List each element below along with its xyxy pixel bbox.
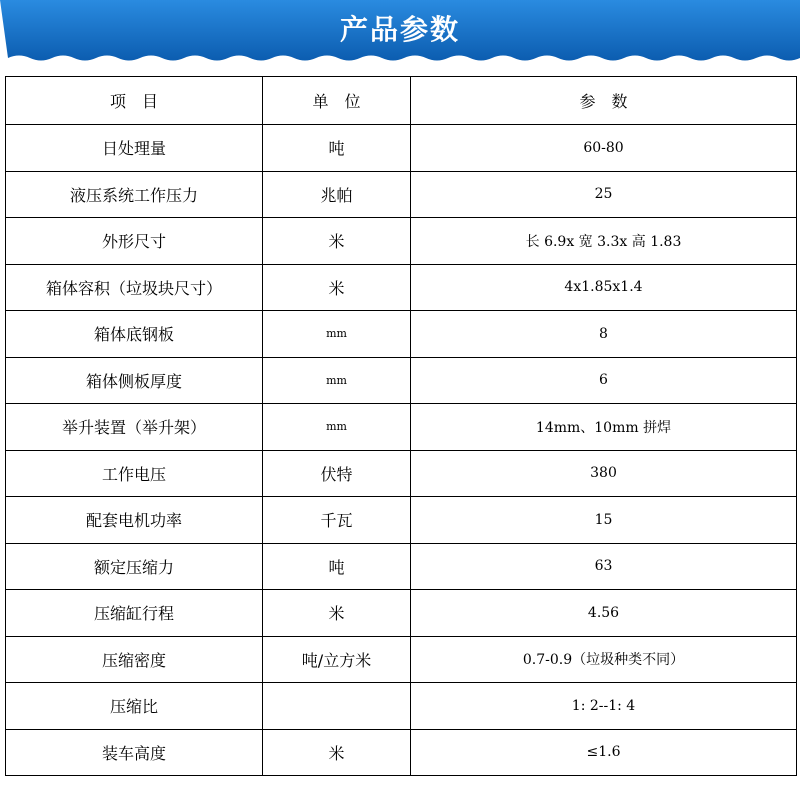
row-item-cell: 额定压缩力 xyxy=(6,543,263,590)
row-unit-cell: 米 xyxy=(263,729,411,776)
row-value-cell: 长 6.9x 宽 3.3x 高 1.83 xyxy=(411,218,797,265)
table-row xyxy=(6,636,797,683)
table-row xyxy=(6,218,797,265)
table-row xyxy=(6,729,797,776)
header-item: 项 目 xyxy=(6,77,263,125)
table-row xyxy=(6,404,797,451)
row-item-cell: 压缩密度 xyxy=(6,636,263,683)
row-value-cell: 25 xyxy=(411,171,797,218)
row-item-cell: 箱体容积（垃圾块尺寸） xyxy=(6,264,263,311)
table-row xyxy=(6,683,797,730)
row-item-cell: 外形尺寸 xyxy=(6,218,263,265)
row-item-cell: 举升装置（举升架） xyxy=(6,404,263,451)
parameter-table xyxy=(5,76,797,776)
row-item-cell: 液压系统工作压力 xyxy=(6,171,263,218)
row-item-cell: 工作电压 xyxy=(6,450,263,497)
table-row xyxy=(6,590,797,637)
row-item-cell: 箱体侧板厚度 xyxy=(6,357,263,404)
row-unit-cell: 吨/立方米 xyxy=(263,636,411,683)
table-row xyxy=(6,311,797,358)
row-value-cell: 0.7-0.9（垃圾种类不同） xyxy=(411,636,797,683)
row-value-cell: 1: 2--1: 4 xyxy=(411,683,797,730)
banner-title: 产品参数 xyxy=(339,13,460,46)
banner xyxy=(0,0,800,80)
row-value-cell: 6 xyxy=(411,357,797,404)
row-unit-cell: 吨 xyxy=(263,543,411,590)
row-value-cell: 4.56 xyxy=(411,590,797,637)
row-unit-cell: mm xyxy=(263,357,411,404)
row-value-cell: ≤1.6 xyxy=(411,729,797,776)
row-unit-cell: mm xyxy=(263,311,411,358)
table-row xyxy=(6,497,797,544)
row-value-cell: 60-80 xyxy=(411,125,797,172)
row-item-cell: 配套电机功率 xyxy=(6,497,263,544)
row-unit-cell: 伏特 xyxy=(263,450,411,497)
row-item-cell: 箱体底钢板 xyxy=(6,311,263,358)
row-unit-cell: 兆帕 xyxy=(263,171,411,218)
table-row xyxy=(6,171,797,218)
row-unit-cell: 吨 xyxy=(263,125,411,172)
row-value-cell: 63 xyxy=(411,543,797,590)
row-unit-cell: 米 xyxy=(263,218,411,265)
header-unit: 单 位 xyxy=(263,77,411,125)
table-header-row xyxy=(6,77,797,125)
row-value-cell: 380 xyxy=(411,450,797,497)
row-item-cell: 日处理量 xyxy=(6,125,263,172)
table-row xyxy=(6,543,797,590)
row-item-cell: 装车高度 xyxy=(6,729,263,776)
row-unit-cell: 千瓦 xyxy=(263,497,411,544)
row-value-cell: 14mm、10mm 拼焊 xyxy=(411,404,797,451)
table-row xyxy=(6,264,797,311)
row-value-cell: 4x1.85x1.4 xyxy=(411,264,797,311)
header-value: 参 数 xyxy=(411,77,797,125)
row-unit-cell: 米 xyxy=(263,590,411,637)
row-item-cell: 压缩比 xyxy=(6,683,263,730)
row-unit-cell: mm xyxy=(263,404,411,451)
row-unit-cell xyxy=(263,683,411,730)
row-value-cell: 8 xyxy=(411,311,797,358)
table-row xyxy=(6,450,797,497)
table-row xyxy=(6,357,797,404)
row-unit-cell: 米 xyxy=(263,264,411,311)
row-item-cell: 压缩缸行程 xyxy=(6,590,263,637)
table-row xyxy=(6,125,797,172)
row-value-cell: 15 xyxy=(411,497,797,544)
